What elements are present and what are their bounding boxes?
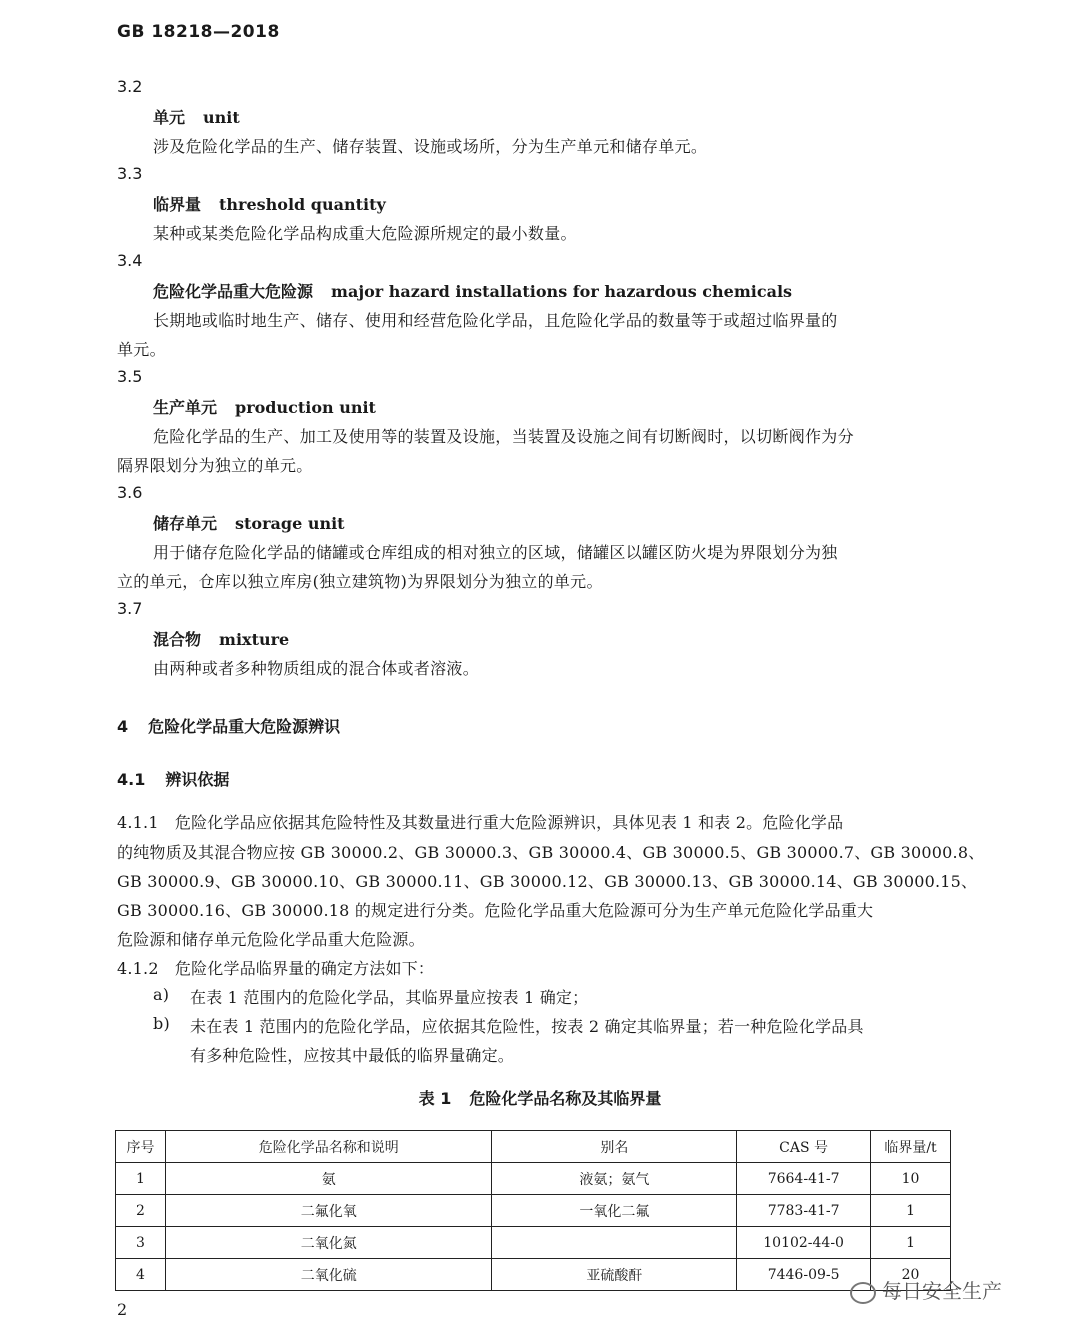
table-cell: 二氟化氧: [165, 1195, 492, 1227]
table-cell: 液氨；氨气: [492, 1163, 737, 1195]
table-cell: 亚硫酸酐: [492, 1259, 737, 1291]
paragraph-line: GB 30000.9、GB 30000.10、GB 30000.11、GB 30000.12、GB 30000.13、GB 30000.14、GB 30000.15、: [117, 872, 978, 891]
term-title: 储存单元 storage unit: [153, 514, 345, 533]
watermark: 每日安全生产: [850, 1275, 1002, 1304]
table-cell: 一氧化二氟: [492, 1195, 737, 1227]
term-number: 3.3: [117, 164, 143, 183]
page-number: 2: [117, 1300, 128, 1319]
term-definition: 涉及危险化学品的生产、储存装置、设施或场所，分为生产单元和储存单元。: [153, 137, 708, 156]
data-table: [115, 1130, 951, 1291]
paragraph-line: 4.1.1 危险化学品应依据其危险特性及其数量进行重大危险源辨识，具体见表 1 和表 2。危险化学品: [117, 813, 844, 832]
term-definition: 单元。: [117, 340, 166, 359]
list-item: 未在表 1 范围内的危险化学品，应依据其危险性，按表 2 确定其临界量；若一种危险化学品具: [190, 1017, 864, 1036]
section-heading: 4 危险化学品重大危险源辨识: [117, 717, 341, 736]
column-header: 危险化学品名称和说明: [165, 1131, 492, 1163]
term-definition: 长期地或临时地生产、储存、使用和经营危险化学品，且危险化学品的数量等于或超过临界量的: [153, 311, 838, 330]
column-header: 别名: [492, 1131, 737, 1163]
paragraph-line: 的纯物质及其混合物应按 GB 30000.2、GB 30000.3、GB 30000.4、GB 30000.5、GB 30000.7、GB 30000.8、: [117, 843, 985, 862]
table-cell: [492, 1227, 737, 1259]
table-cell: 1: [871, 1195, 951, 1227]
term-title: 临界量 threshold quantity: [153, 195, 386, 214]
column-header: 临界量/t: [871, 1131, 951, 1163]
paragraph-line: GB 30000.16、GB 30000.18 的规定进行分类。危险化学品重大危险源可分为生产单元危险化学品重大: [117, 901, 874, 920]
subsection-heading: 4.1 辨识依据: [117, 770, 230, 789]
list-item-mark: b): [153, 1014, 170, 1033]
table-caption: 表 1 危险化学品名称及其临界量: [418, 1089, 662, 1108]
list-item: 在表 1 范围内的危险化学品，其临界量应按表 1 确定；: [190, 988, 589, 1007]
paragraph-line: 危险源和储存单元危险化学品重大危险源。: [117, 930, 425, 949]
term-definition: 危险化学品的生产、加工及使用等的装置及设施，当装置及设施之间有切断阀时，以切断阀作为分: [153, 427, 854, 446]
table-cell: 二氧化氮: [165, 1227, 492, 1259]
table-cell: 10: [871, 1163, 951, 1195]
table-cell: 3: [116, 1227, 166, 1259]
table-row: [116, 1195, 951, 1227]
term-number: 3.7: [117, 599, 143, 618]
table-cell: 1: [116, 1163, 166, 1195]
table-cell: 20: [871, 1259, 951, 1291]
term-number: 3.6: [117, 483, 143, 502]
term-definition: 某种或某类危险化学品构成重大危险源所规定的最小数量。: [153, 224, 577, 243]
table-cell: 2: [116, 1195, 166, 1227]
table-row: [116, 1227, 951, 1259]
term-definition: 用于储存危险化学品的储罐或仓库组成的相对独立的区域，储罐区以罐区防火堤为界限划分为独: [153, 543, 838, 562]
document-header: GB 18218—2018: [117, 22, 280, 42]
column-header: 序号: [116, 1131, 166, 1163]
term-definition: 立的单元，仓库以独立库房(独立建筑物)为界限划分为独立的单元。: [117, 572, 603, 591]
term-definition: 由两种或者多种物质组成的混合体或者溶液。: [153, 659, 480, 678]
column-header: CAS 号: [737, 1131, 871, 1163]
term-number: 3.5: [117, 367, 143, 386]
table-cell: 二氧化硫: [165, 1259, 492, 1291]
table-row: [116, 1259, 951, 1291]
table-cell: 1: [871, 1227, 951, 1259]
term-title: 生产单元 production unit: [153, 398, 376, 417]
term-title: 危险化学品重大危险源 major hazard installations for hazardous chemicals: [153, 282, 793, 301]
list-item: 有多种危险性，应按其中最低的临界量确定。: [190, 1046, 515, 1065]
table-row: [116, 1163, 951, 1195]
table-cell: 7664-41-7: [737, 1163, 871, 1195]
list-item-mark: a): [153, 985, 170, 1004]
table-cell: 氨: [165, 1163, 492, 1195]
chat-bubble-icon: [850, 1282, 876, 1304]
table-cell: 10102-44-0: [737, 1227, 871, 1259]
table-cell: 7783-41-7: [737, 1195, 871, 1227]
term-number: 3.4: [117, 251, 143, 270]
table-cell: 7446-09-5: [737, 1259, 871, 1291]
term-title: 混合物 mixture: [153, 630, 290, 649]
term-number: 3.2: [117, 77, 143, 96]
paragraph-line: 4.1.2 危险化学品临界量的确定方法如下：: [117, 959, 435, 978]
table-cell: 4: [116, 1259, 166, 1291]
term-definition: 隔界限划分为独立的单元。: [117, 456, 313, 475]
term-title: 单元 unit: [153, 108, 240, 127]
table-header-row: [116, 1131, 951, 1163]
